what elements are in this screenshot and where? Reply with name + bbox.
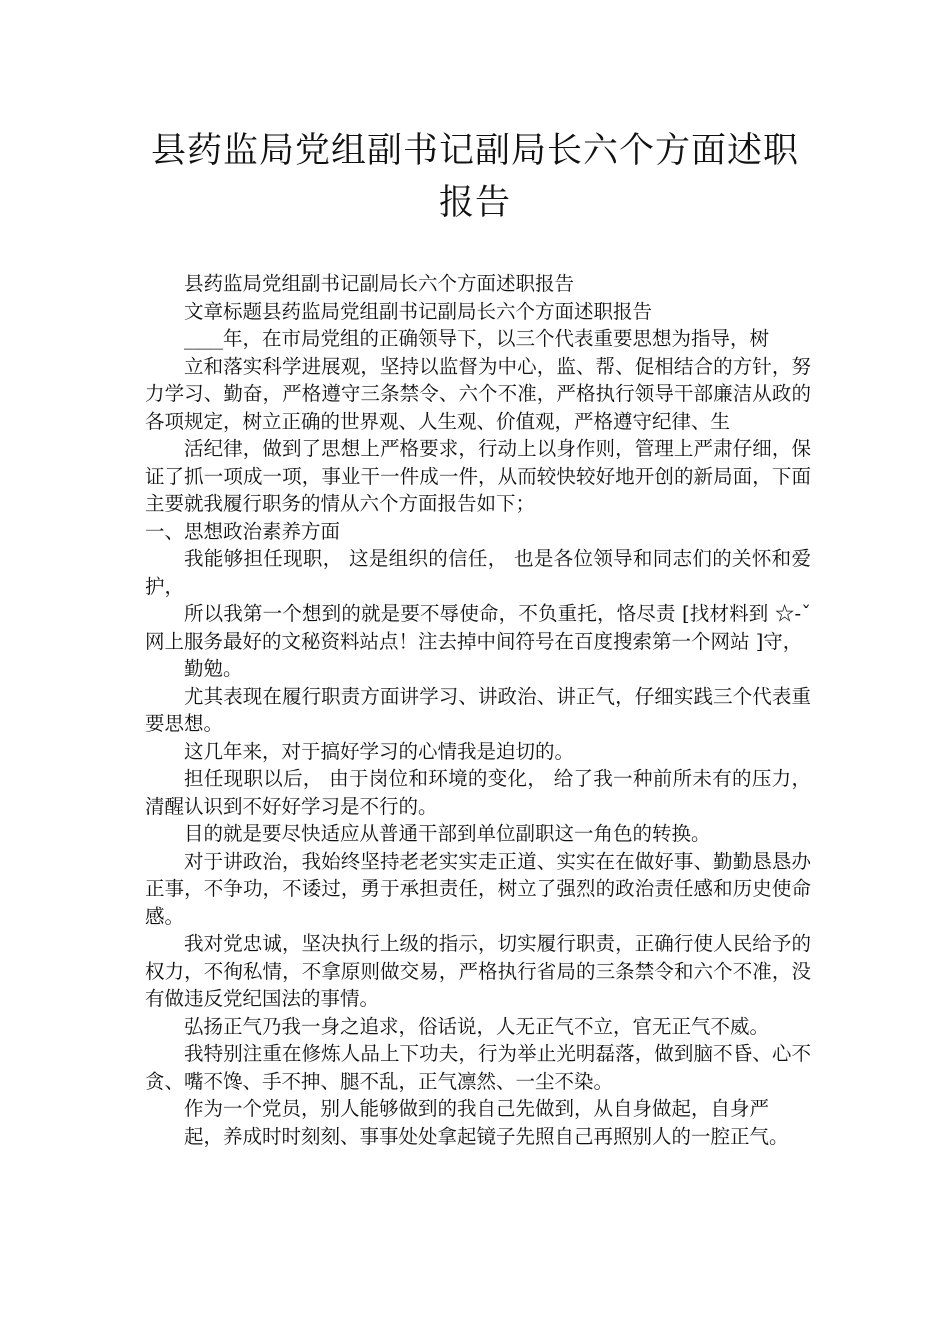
- paragraph: ____年，在市局党组的正确领导下，以三个代表重要思想为指导，树: [184, 327, 770, 350]
- paragraph: 目的就是要尽快适应从普通干部到单位副职这一角色的转换。: [184, 822, 711, 845]
- paragraph: 勤勉。: [184, 657, 243, 680]
- paragraph: 作为一个党员，别人能够做到的我自己先做到，从自身做起，自身严: [184, 1097, 770, 1120]
- paragraph: 县药监局党组副书记副局长六个方面述职报告: [184, 272, 575, 295]
- paragraph: 所以我第一个想到的就是要不辱使命，不负重托，恪尽责 [找材料到 ☆-ˇ 网上服务最好的文秘资料站点！注去掉中间符号在百度搜索第一个网站 ]守，: [145, 602, 811, 653]
- paragraph: 弘扬正气乃我一身之追求，俗话说，人无正气不立，官无正气不威。: [184, 1014, 770, 1038]
- paragraph: 立和落实科学进展观，坚持以监督为中心，监、帮、促相结合的方针，努力学习、勤奋，严格遵守三条禁令、六个不准，严格执行领导干部廉洁从政的各项规定，树立正确的世界观、人生观、价值观，严格遵守纪律、生: [145, 354, 811, 433]
- paragraph: 尤其表现在履行职责方面讲学习、讲政治、讲正气，仔细实践三个代表重要思想。: [145, 684, 811, 735]
- document-body: [145, 270, 811, 1150]
- paragraph: 活纪律，做到了思想上严格要求，行动上以身作则，管理上严肃仔细，保证了抓一项成一项，事业干一件成一件，从而较快较好地开创的新局面，下面主要就我履行职务的情从六个方面报告如下；: [145, 437, 811, 515]
- title-line-2: 报告: [438, 183, 511, 223]
- paragraph: 文章标题县药监局党组副书记副局长六个方面述职报告: [184, 299, 653, 323]
- paragraph: 我能够担任现职， 这是组织的信任， 也是各位领导和同志们的关怀和爱护，: [145, 547, 811, 598]
- title-line-1: 县药监局党组副书记副局长六个方面述职: [150, 131, 799, 171]
- paragraph: 起，养成时时刻刻、事事处处拿起镜子先照自己再照别人的一腔正气。: [184, 1124, 789, 1148]
- paragraph: 对于讲政治，我始终坚持老老实实走正道、实实在在做好事、勤勤恳恳办正事，不争功，不诿过，勇于承担责任，树立了强烈的政治责任感和历史使命感。: [145, 849, 811, 928]
- paragraph: 担任现职以后， 由于岗位和环境的变化， 给了我一种前所未有的压力，清醒认识到不好好学习是不行的。: [145, 767, 811, 818]
- section-heading: 一、思想政治素养方面: [145, 519, 341, 543]
- paragraph: 我对党忠诚，坚决执行上级的指示，切实履行职责，正确行使人民给予的权力，不徇私情，不拿原则做交易，严格执行省局的三条禁令和六个不准，没有做违反党纪国法的事情。: [145, 932, 811, 1010]
- document-title: [120, 125, 830, 229]
- paragraph: 这几年来，对于搞好学习的心情我是迫切的。: [184, 739, 575, 763]
- paragraph: 我特别注重在修炼人品上下功夫，行为举止光明磊落，做到脑不昏、心不贪、嘴不馋、手不抻、腿不乱，正气凛然、一尘不染。: [145, 1042, 811, 1093]
